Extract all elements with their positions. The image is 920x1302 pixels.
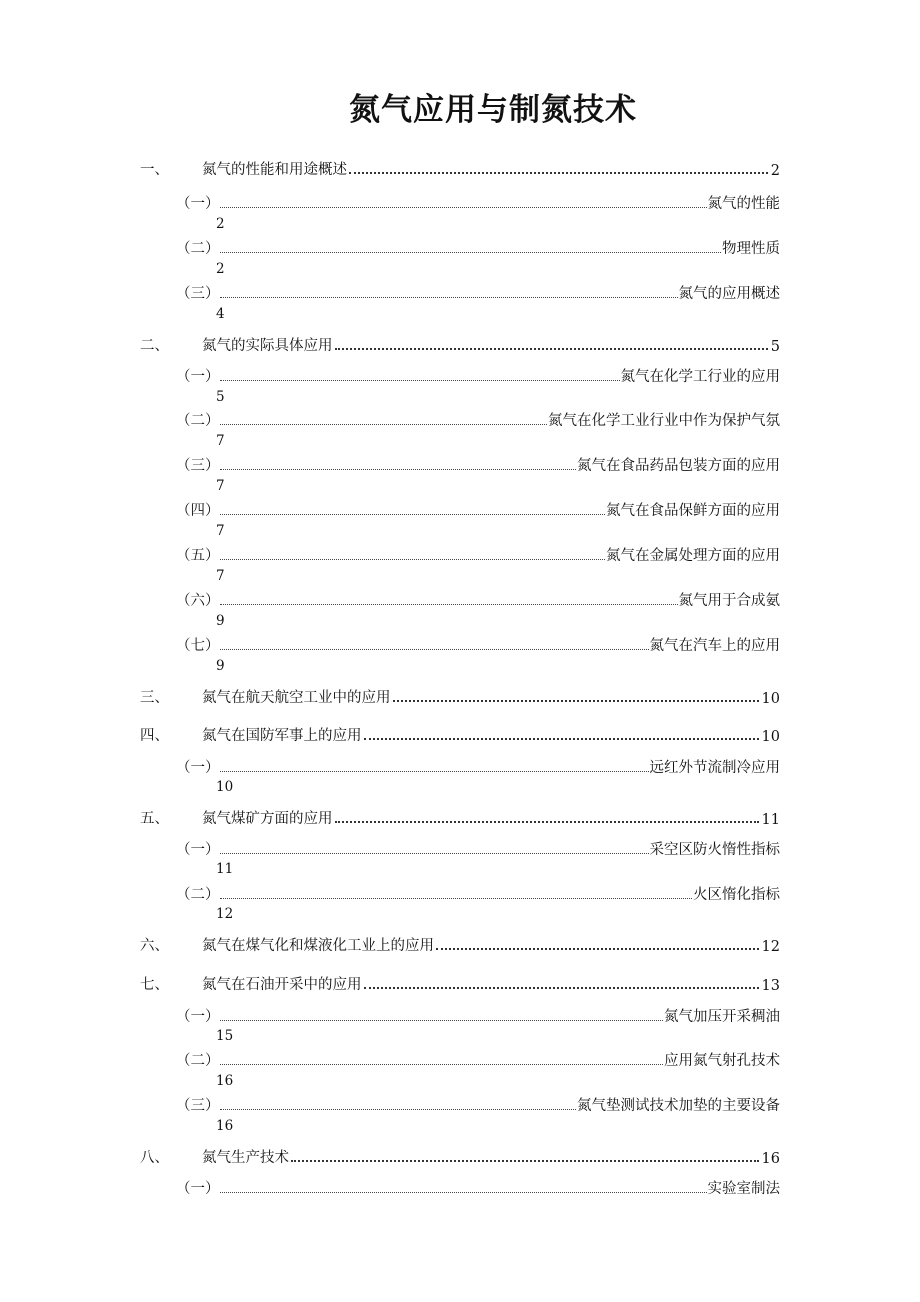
toc-subsection-number: （二） — [176, 241, 220, 257]
toc-section[interactable] — [140, 333, 780, 355]
toc-subsection-number: （二） — [176, 413, 220, 429]
toc-section[interactable] — [140, 1145, 780, 1167]
toc-leader — [364, 987, 759, 989]
toc-subsection[interactable] — [176, 236, 780, 258]
toc-leader — [220, 380, 620, 381]
toc-section[interactable] — [140, 723, 780, 745]
toc-leader — [335, 821, 759, 823]
toc-page-number: 4 — [216, 306, 225, 322]
toc-subsection-title: 氮气的应用概述 — [678, 286, 780, 302]
toc-subsection-title: 氮气的性能 — [707, 196, 780, 212]
toc-subsection-number: （一） — [176, 196, 220, 212]
toc-page-number: 2 — [770, 163, 780, 179]
toc-subsection[interactable] — [176, 633, 780, 655]
toc-subsection-number: （四） — [176, 503, 220, 519]
toc-leader — [220, 649, 649, 650]
toc-page-number: 9 — [216, 658, 225, 674]
toc-subsection[interactable] — [176, 1004, 780, 1026]
toc-page-number: 5 — [216, 389, 225, 405]
toc-subsection-number: （一） — [176, 1181, 220, 1197]
toc-subsection-title: 氮气在化学工业行业中作为保护气氛 — [548, 413, 780, 429]
toc-subsection[interactable] — [176, 588, 780, 610]
toc-subsection[interactable] — [176, 191, 780, 213]
toc-page-number: 2 — [216, 261, 225, 277]
toc-subsection-title: 应用氮气射孔技术 — [664, 1053, 780, 1069]
toc-leader — [220, 207, 707, 208]
toc-leader — [220, 1064, 663, 1065]
toc-leader — [220, 771, 649, 772]
toc-page-number: 5 — [770, 339, 780, 355]
toc-section-title: 氮气在国防军事上的应用 — [202, 728, 362, 744]
toc-section[interactable] — [140, 685, 780, 707]
toc-section[interactable] — [140, 806, 780, 828]
toc-section-number: 二、 — [140, 338, 169, 354]
toc-subsection-number: （三） — [176, 458, 220, 474]
toc-subsection-title: 氮气在食品药品包装方面的应用 — [577, 458, 780, 474]
toc-leader — [220, 898, 692, 899]
toc-subsection-number: （六） — [176, 593, 220, 609]
toc-leader — [220, 1109, 576, 1110]
toc-section-number: 七、 — [140, 977, 169, 993]
toc-subsection[interactable] — [176, 1093, 780, 1115]
toc-subsection[interactable] — [176, 882, 780, 904]
toc-leader — [220, 297, 678, 298]
toc-page-number: 11 — [761, 812, 780, 828]
toc-leader — [220, 1192, 707, 1193]
toc-section[interactable] — [140, 933, 780, 955]
toc-page-number: 11 — [216, 861, 234, 877]
toc-subsection-title: 采空区防火惰性指标 — [649, 842, 780, 858]
toc-subsection-number: （二） — [176, 1053, 220, 1069]
toc-leader — [220, 559, 605, 560]
toc-leader — [291, 1160, 759, 1162]
toc-subsection[interactable] — [176, 837, 780, 859]
toc-leader — [220, 469, 576, 470]
toc-subsection[interactable] — [176, 281, 780, 303]
toc-subsection[interactable] — [176, 498, 780, 520]
toc-subsection[interactable] — [176, 364, 780, 386]
toc-subsection-number: （五） — [176, 548, 220, 564]
toc-page-number: 16 — [216, 1073, 234, 1089]
toc-page-number: 10 — [216, 779, 234, 795]
toc-leader — [349, 172, 768, 174]
toc-subsection-number: （三） — [176, 286, 220, 302]
toc-subsection-number: （一） — [176, 842, 220, 858]
toc-section-title: 氮气生产技术 — [202, 1150, 289, 1166]
toc-subsection-number: （七） — [176, 638, 220, 654]
toc-page-number: 7 — [216, 523, 225, 539]
toc-page-number: 10 — [761, 691, 780, 707]
toc-section-number: 一、 — [140, 162, 169, 178]
toc-subsection-title: 氮气在食品保鲜方面的应用 — [606, 503, 780, 519]
toc-section[interactable] — [140, 972, 780, 994]
toc-subsection-title: 氮气加压开采稠油 — [664, 1009, 780, 1025]
toc-subsection[interactable] — [176, 543, 780, 565]
toc-subsection-title: 火区惰化指标 — [693, 887, 780, 903]
toc-page-number: 12 — [761, 939, 780, 955]
toc-section-title: 氮气在航天航空工业中的应用 — [202, 690, 391, 706]
toc-subsection[interactable] — [176, 408, 780, 430]
toc-leader — [436, 948, 759, 950]
toc-section-title: 氮气的实际具体应用 — [202, 338, 333, 354]
toc-page-number: 7 — [216, 433, 225, 449]
toc-section-number: 六、 — [140, 938, 169, 954]
toc-leader — [220, 252, 721, 253]
toc-subsection-number: （三） — [176, 1098, 220, 1114]
toc-section-number: 四、 — [140, 728, 169, 744]
toc-section[interactable] — [140, 157, 780, 179]
toc-subsection-title: 氮气用于合成氨 — [678, 593, 780, 609]
toc-subsection-number: （一） — [176, 1009, 220, 1025]
toc-page-number: 7 — [216, 478, 225, 494]
toc-subsection[interactable] — [176, 453, 780, 475]
toc-leader — [220, 1020, 663, 1021]
toc-leader — [220, 424, 547, 425]
toc-subsection-number: （一） — [176, 760, 220, 776]
toc-leader — [220, 514, 605, 515]
toc-leader — [393, 700, 759, 702]
toc-subsection-number: （二） — [176, 887, 220, 903]
toc-subsection-number: （一） — [176, 369, 220, 385]
toc-leader — [364, 738, 759, 740]
toc-page-number: 13 — [761, 978, 780, 994]
toc-section-number: 八、 — [140, 1150, 169, 1166]
toc-page-number: 9 — [216, 613, 225, 629]
toc-subsection-title: 氮气在金属处理方面的应用 — [606, 548, 780, 564]
toc-section-title: 氮气煤矿方面的应用 — [202, 811, 333, 827]
document-title: 氮气应用与制氮技术 — [349, 92, 637, 128]
toc-section-title: 氮气的性能和用途概述 — [202, 162, 347, 178]
toc-page-number: 16 — [216, 1118, 234, 1134]
toc-section-number: 五、 — [140, 811, 169, 827]
toc-subsection-title: 实验室制法 — [707, 1181, 780, 1197]
toc-leader — [335, 348, 768, 350]
toc-page-number: 2 — [216, 216, 225, 232]
toc-section-title: 氮气在煤气化和煤液化工业上的应用 — [202, 938, 434, 954]
toc-leader — [220, 604, 678, 605]
toc-subsection-title: 氮气在汽车上的应用 — [649, 638, 780, 654]
toc-page-number: 10 — [761, 729, 780, 745]
toc-section-number: 三、 — [140, 690, 169, 706]
toc-leader — [220, 853, 649, 854]
toc-page-number: 12 — [216, 906, 234, 922]
toc-subsection-title: 物理性质 — [722, 241, 780, 257]
toc-subsection[interactable] — [176, 755, 780, 777]
toc-subsection[interactable] — [176, 1176, 780, 1198]
toc-subsection-title: 远红外节流制冷应用 — [649, 760, 780, 776]
toc-page-number: 7 — [216, 568, 225, 584]
toc-subsection-title: 氮气在化学工行业的应用 — [620, 369, 780, 385]
toc-page-number: 15 — [216, 1028, 234, 1044]
toc-page-number: 16 — [761, 1151, 780, 1167]
toc-subsection-title: 氮气垫测试技术加垫的主要设备 — [577, 1098, 780, 1114]
toc-subsection[interactable] — [176, 1048, 780, 1070]
toc-section-title: 氮气在石油开采中的应用 — [202, 977, 362, 993]
